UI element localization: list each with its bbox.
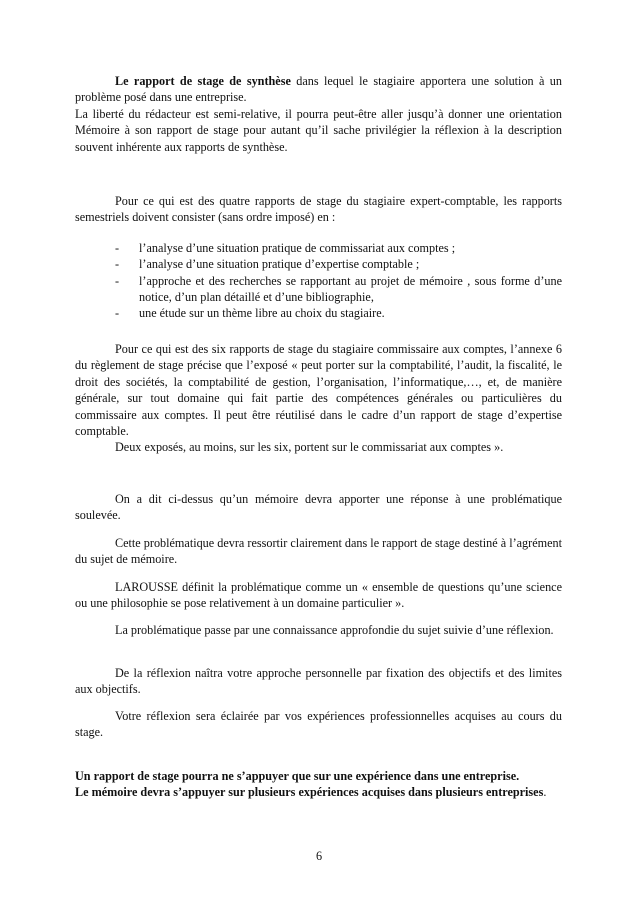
- dash-bullet: -: [115, 240, 120, 255]
- dash-bullet: -: [115, 273, 120, 288]
- section-commissaire-aux-comptes: [75, 341, 562, 456]
- list-rapports-semestriels: [75, 240, 562, 322]
- paragraph-deux-exposes: Deux exposés, au moins, sur les six, portent sur le commissariat aux comptes ».: [115, 440, 504, 455]
- section-problematique-3: [75, 579, 562, 612]
- paragraph-annexe-6: Pour ce qui est des six rapports de stage du stagiaire commissaire aux comptes, l’annexe 6 du règlement de stage précise que l’exposé « peut porter sur la comptabilité, l’audit, la fiscalité, le droit des sociétés, la comptabilité de gestion, l’organisation, l’informatique,…, et, de manière générale, sur tout domaine qui fait partie des compétences générales ou particulières du commissaire aux comptes. Il peut être réutilisé dans le cadre d’un rapport de stage d’expertise comptable.: [75, 342, 562, 439]
- paragraph-larousse-definition: LAROUSSE définit la problématique comme un « ensemble de questions qu’une science ou une philosophie se pose relativement à un domaine particulier ».: [75, 580, 562, 611]
- page-number: 6: [315, 849, 323, 863]
- list-item: - l’approche et des recherches se rapportant au projet de mémoire , sous forme d’une notice, d’un plan détaillé et d’une bibliographie,: [115, 273, 562, 305]
- statement-memoire: Le mémoire devra s’appuyer sur plusieurs expériences acquises dans plusieurs entreprises.: [75, 785, 547, 800]
- section-expert-comptable: [75, 193, 562, 322]
- paragraph-synthese-intro: [75, 73, 562, 106]
- paragraph-approche-personnelle: De la réflexion naîtra votre approche personnelle par fixation des objectifs et des limites aux objectifs.: [75, 666, 562, 697]
- section-problematique-6: [75, 708, 562, 741]
- list-item: - une étude sur un thème libre au choix du stagiaire.: [115, 306, 385, 321]
- section-problematique-5: [75, 665, 562, 698]
- paragraph-experiences-professionnelles: Votre réflexion sera éclairée par vos expériences professionnelles acquises au cours du stage.: [75, 709, 562, 740]
- paragraph-connaissance-approfondie: La problématique passe par une connaissance approfondie du sujet suivie d’une réflexion.: [115, 623, 554, 637]
- paragraph-memoire-reponse: On a dit ci-dessus qu’un mémoire devra apporter une réponse à une problématique soulevée.: [75, 492, 562, 523]
- term-rapport-synthese: Le rapport de stage de synthèse: [115, 74, 291, 88]
- section-problematique: [75, 491, 562, 524]
- paragraph-synthese-rest: dans lequel le stagiaire apportera une solution à un problème posé dans une entreprise.: [75, 74, 562, 105]
- statement-rapport-stage: Un rapport de stage pourra ne s’appuyer que sur une expérience dans une entreprise.: [75, 769, 520, 783]
- paragraph-problematique-agrement: Cette problématique devra ressortir clairement dans le rapport de stage destiné à l’agrément du sujet de mémoire.: [75, 536, 562, 567]
- paragraph-rapports-semestriels: Pour ce qui est des quatre rapports de stage du stagiaire expert-comptable, les rapports semestriels doivent consister (sans ordre imposé) en :: [75, 194, 562, 225]
- list-item: - l’analyse d’une situation pratique de commissariat aux comptes ;: [115, 240, 456, 255]
- paragraph-liberte-redacteur: La liberté du rédacteur est semi-relative, il pourra peut-être aller jusqu’à donner une orientation Mémoire à son rapport de stage pour autant qu’il sache privilégier la réflexion à la description souvent inhérente aux rapports de synthèse.: [75, 106, 562, 154]
- section-synthese: [75, 73, 562, 155]
- dash-bullet: -: [115, 257, 120, 272]
- dash-bullet: -: [115, 306, 120, 321]
- section-problematique-2: [75, 535, 562, 568]
- section-problematique-4: [75, 622, 562, 638]
- list-item: - l’analyse d’une situation pratique d’expertise comptable ;: [115, 257, 420, 272]
- section-conclusion: [75, 768, 562, 801]
